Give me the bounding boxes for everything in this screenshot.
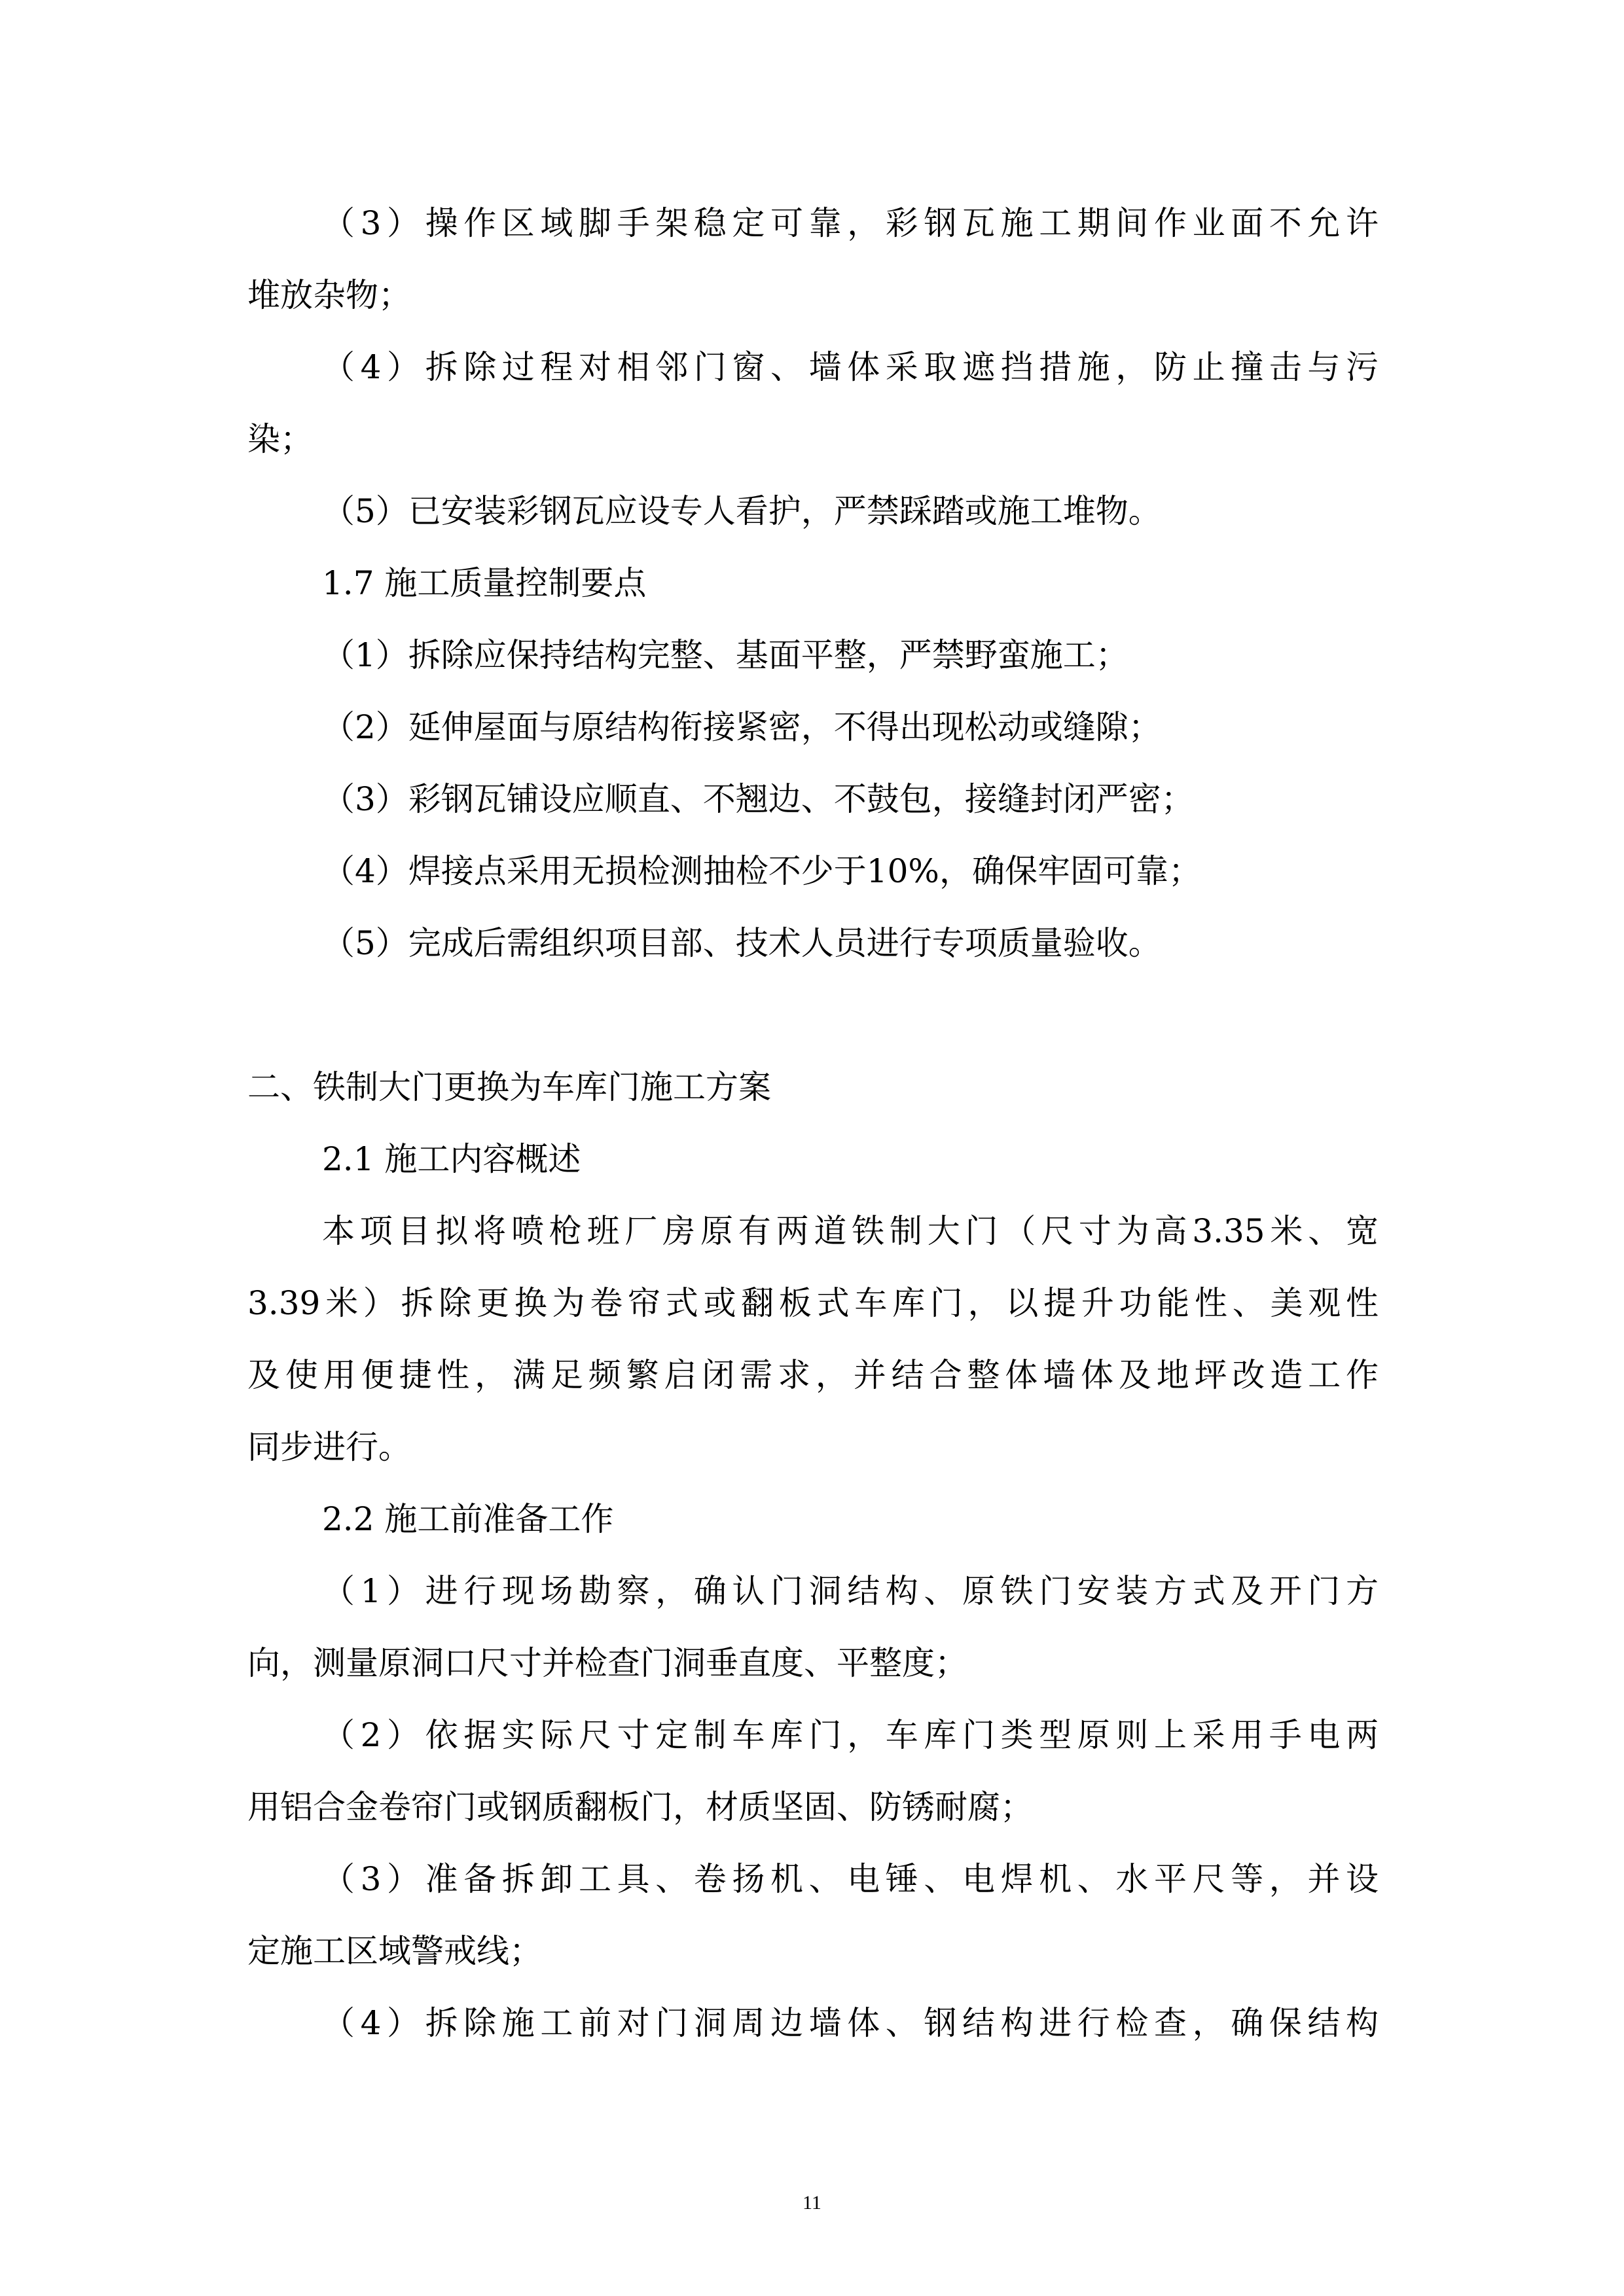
body-line-17: 同步进行。 (247, 1428, 411, 1466)
body-line-23: （3）准备拆卸工具、卷扬机、电锤、电焊机、水平尺等，并设 (322, 1860, 1379, 1898)
body-line-24: 定施工区域警戒线； (247, 1932, 542, 1970)
body-line-3: （4）拆除过程对相邻门窗、墙体采取遮挡措施，防止撞击与污 (322, 348, 1379, 386)
section-heading-1-7: 1.7 施工质量控制要点 (322, 564, 647, 602)
body-line-19: （1）进行现场勘察，确认门洞结构、原铁门安装方式及开门方 (322, 1572, 1379, 1610)
body-line-25: （4）拆除施工前对门洞周边墙体、钢结构进行检查，确保结构 (322, 2004, 1379, 2042)
chapter-heading-2: 二、铁制大门更换为车库门施工方案 (247, 1068, 771, 1106)
body-line-4: 染； (247, 420, 313, 458)
body-line-5: （5）已安装彩钢瓦应设专人看护，严禁踩踏或施工堆物。 (322, 492, 1161, 530)
body-line-22: 用铝合金卷帘门或钢质翻板门，材质坚固、防锈耐腐； (247, 1788, 1033, 1826)
body-line-21: （2）依据实际尺寸定制车库门，车库门类型原则上采用手电两 (322, 1716, 1379, 1754)
body-line-10: （4）焊接点采用无损检测抽检不少于10%，确保牢固可靠； (322, 852, 1201, 890)
body-line-9: （3）彩钢瓦铺设应顺直、不翘边、不鼓包，接缝封闭严密； (322, 780, 1194, 818)
body-line-20: 向，测量原洞口尺寸并检查门洞垂直度、平整度； (247, 1644, 967, 1682)
body-line-2: 堆放杂物； (247, 276, 411, 314)
body-line-15: 3.39米）拆除更换为卷帘式或翻板式车库门，以提升功能性、美观性 (247, 1284, 1379, 1322)
page-number: 11 (803, 2192, 821, 2214)
section-heading-2-1: 2.1 施工内容概述 (322, 1140, 581, 1178)
body-line-1: （3）操作区域脚手架稳定可靠，彩钢瓦施工期间作业面不允许 (322, 204, 1379, 242)
body-line-16: 及使用便捷性，满足频繁启闭需求，并结合整体墙体及地坪改造工作 (247, 1356, 1379, 1394)
body-line-11: （5）完成后需组织项目部、技术人员进行专项质量验收。 (322, 924, 1161, 962)
body-line-8: （2）延伸屋面与原结构衔接紧密，不得出现松动或缝隙； (322, 708, 1161, 746)
body-line-7: （1）拆除应保持结构完整、基面平整，严禁野蛮施工； (322, 636, 1128, 674)
body-line-14: 本项目拟将喷枪班厂房原有两道铁制大门（尺寸为高3.35米、宽 (322, 1212, 1379, 1250)
section-heading-2-2: 2.2 施工前准备工作 (322, 1500, 614, 1538)
